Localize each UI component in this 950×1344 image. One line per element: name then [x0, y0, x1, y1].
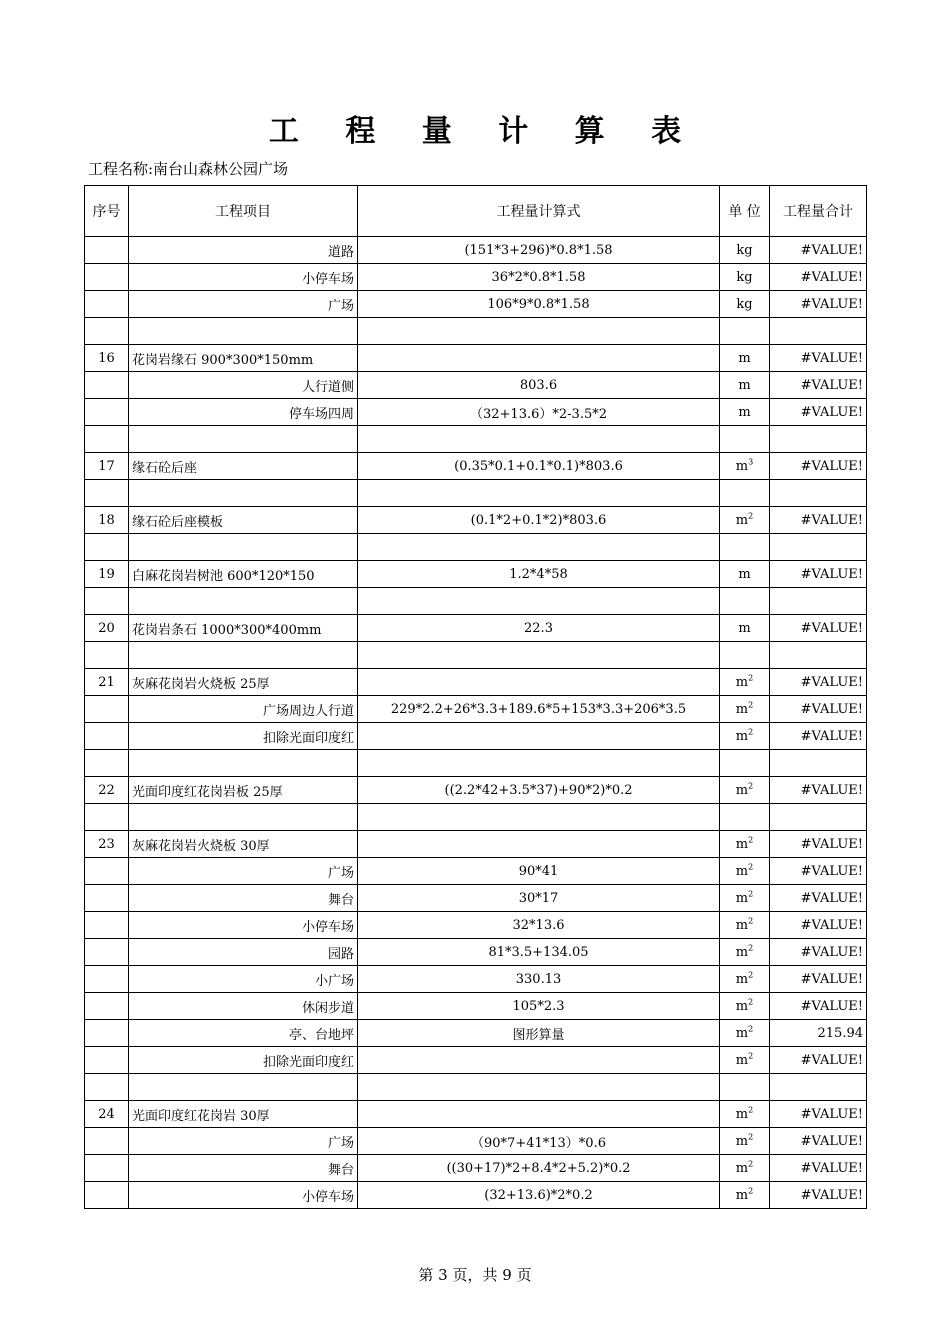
row-formula	[358, 642, 720, 669]
row-serial-no: 20	[85, 615, 129, 642]
table-row	[85, 507, 867, 534]
row-total	[770, 480, 867, 507]
row-formula: 图形算量	[358, 1020, 720, 1047]
table-row	[85, 858, 867, 885]
table-row	[85, 696, 867, 723]
unit-text: m	[735, 458, 749, 474]
table-row	[85, 534, 867, 561]
unit-text: m	[738, 404, 751, 420]
row-total: #VALUE!	[770, 912, 867, 939]
row-unit	[720, 723, 770, 750]
row-serial-no	[85, 939, 129, 966]
unit-text: m	[735, 701, 749, 717]
unit-text: m	[735, 917, 749, 933]
row-item: 花岗岩缘石 900*300*150mm	[129, 345, 358, 372]
unit-text: m	[735, 674, 749, 690]
row-item: 道路	[129, 237, 358, 264]
page-footer: 第 3 页，共 9 页	[418, 1266, 532, 1284]
unit-text: m	[735, 728, 749, 744]
row-unit	[720, 777, 770, 804]
row-unit	[720, 615, 770, 642]
row-item: 白麻花岗岩树池 600*120*150	[129, 561, 358, 588]
row-serial-no	[85, 858, 129, 885]
row-item	[129, 1074, 358, 1101]
table-body	[85, 237, 867, 1209]
row-unit	[720, 966, 770, 993]
row-total: #VALUE!	[770, 669, 867, 696]
table-row	[85, 453, 867, 480]
row-item: 舞台	[129, 1155, 358, 1182]
row-total: #VALUE!	[770, 1182, 867, 1209]
unit-exponent: 2	[748, 1051, 754, 1061]
unit-text: m	[735, 1133, 749, 1149]
row-serial-no	[85, 1020, 129, 1047]
row-item	[129, 642, 358, 669]
row-item: 亭、台地坪	[129, 1020, 358, 1047]
row-item: 园路	[129, 939, 358, 966]
row-unit	[720, 669, 770, 696]
header-serial-no: 序号	[85, 186, 129, 237]
row-unit	[720, 372, 770, 399]
row-formula: （32+13.6）*2-3.5*2	[358, 399, 720, 426]
row-serial-no	[85, 426, 129, 453]
row-unit	[720, 534, 770, 561]
row-serial-no: 16	[85, 345, 129, 372]
table-row	[85, 588, 867, 615]
row-serial-no	[85, 399, 129, 426]
row-unit	[720, 453, 770, 480]
row-formula: 36*2*0.8*1.58	[358, 264, 720, 291]
row-formula	[358, 480, 720, 507]
row-total: #VALUE!	[770, 993, 867, 1020]
row-total	[770, 588, 867, 615]
quantity-table	[84, 185, 867, 1209]
row-formula	[358, 1047, 720, 1074]
row-item: 停车场四周	[129, 399, 358, 426]
table-row	[85, 237, 867, 264]
row-unit	[720, 561, 770, 588]
row-unit	[720, 588, 770, 615]
table-row	[85, 912, 867, 939]
project-name: 工程名称:南台山森林公园广场	[88, 160, 289, 178]
row-item: 小停车场	[129, 264, 358, 291]
row-serial-no	[85, 372, 129, 399]
unit-text: m	[738, 350, 751, 366]
row-serial-no: 23	[85, 831, 129, 858]
row-serial-no	[85, 993, 129, 1020]
row-formula: (151*3+296)*0.8*1.58	[358, 237, 720, 264]
row-unit	[720, 642, 770, 669]
row-formula	[358, 669, 720, 696]
row-formula	[358, 723, 720, 750]
table-row	[85, 939, 867, 966]
table-row	[85, 1020, 867, 1047]
row-item: 广场	[129, 291, 358, 318]
row-formula	[358, 534, 720, 561]
row-formula: 22.3	[358, 615, 720, 642]
unit-text: m	[735, 1052, 749, 1068]
row-formula: ((2.2*42+3.5*37)+90*2)*0.2	[358, 777, 720, 804]
row-formula	[358, 588, 720, 615]
row-total	[770, 534, 867, 561]
row-serial-no	[85, 534, 129, 561]
row-serial-no	[85, 588, 129, 615]
row-total: #VALUE!	[770, 291, 867, 318]
row-serial-no	[85, 804, 129, 831]
unit-text: m	[738, 620, 751, 636]
header-formula: 工程量计算式	[358, 186, 720, 237]
row-serial-no	[85, 1128, 129, 1155]
row-total: #VALUE!	[770, 615, 867, 642]
unit-text: m	[735, 998, 749, 1014]
row-total: #VALUE!	[770, 1101, 867, 1128]
row-serial-no	[85, 264, 129, 291]
row-formula	[358, 1101, 720, 1128]
row-unit	[720, 750, 770, 777]
row-unit	[720, 885, 770, 912]
table-row	[85, 1101, 867, 1128]
row-unit	[720, 1020, 770, 1047]
row-unit	[720, 1074, 770, 1101]
row-total: #VALUE!	[770, 372, 867, 399]
row-item: 休闲步道	[129, 993, 358, 1020]
unit-exponent: 2	[748, 1024, 754, 1034]
row-serial-no	[85, 912, 129, 939]
table-row	[85, 1128, 867, 1155]
row-formula: 1.2*4*58	[358, 561, 720, 588]
header-total: 工程量合计	[770, 186, 867, 237]
table-row	[85, 1047, 867, 1074]
row-formula	[358, 750, 720, 777]
row-total	[770, 318, 867, 345]
table-row	[85, 318, 867, 345]
row-item: 缘石砼后座	[129, 453, 358, 480]
table-row	[85, 561, 867, 588]
row-formula	[358, 831, 720, 858]
unit-exponent: 2	[748, 727, 754, 737]
row-total: #VALUE!	[770, 885, 867, 912]
row-item: 灰麻花岗岩火烧板 30厚	[129, 831, 358, 858]
row-unit	[720, 318, 770, 345]
row-serial-no	[85, 291, 129, 318]
row-formula: (0.1*2+0.1*2)*803.6	[358, 507, 720, 534]
row-serial-no	[85, 642, 129, 669]
row-item: 舞台	[129, 885, 358, 912]
row-item	[129, 426, 358, 453]
unit-exponent: 2	[748, 1105, 754, 1115]
table-row	[85, 777, 867, 804]
row-unit	[720, 399, 770, 426]
row-formula: (32+13.6)*2*0.2	[358, 1182, 720, 1209]
unit-text: kg	[736, 296, 753, 312]
row-total: #VALUE!	[770, 696, 867, 723]
row-item	[129, 318, 358, 345]
row-total: #VALUE!	[770, 399, 867, 426]
unit-exponent: 2	[748, 916, 754, 926]
row-total: #VALUE!	[770, 966, 867, 993]
unit-exponent: 2	[748, 511, 754, 521]
row-total: #VALUE!	[770, 1155, 867, 1182]
row-formula: 106*9*0.8*1.58	[358, 291, 720, 318]
row-unit	[720, 993, 770, 1020]
unit-text: m	[735, 836, 749, 852]
row-unit	[720, 264, 770, 291]
row-formula: 803.6	[358, 372, 720, 399]
row-formula: 32*13.6	[358, 912, 720, 939]
row-item: 广场周边人行道	[129, 696, 358, 723]
row-item: 灰麻花岗岩火烧板 25厚	[129, 669, 358, 696]
row-total: #VALUE!	[770, 507, 867, 534]
row-item: 扣除光面印度红	[129, 723, 358, 750]
unit-exponent: 2	[748, 1159, 754, 1169]
row-item: 人行道侧	[129, 372, 358, 399]
row-item	[129, 588, 358, 615]
row-unit	[720, 237, 770, 264]
header-unit: 单 位	[720, 186, 770, 237]
row-formula: 81*3.5+134.05	[358, 939, 720, 966]
table-row	[85, 426, 867, 453]
row-total: #VALUE!	[770, 264, 867, 291]
unit-exponent: 2	[748, 835, 754, 845]
row-unit	[720, 939, 770, 966]
unit-exponent: 2	[748, 862, 754, 872]
row-unit	[720, 426, 770, 453]
row-total	[770, 426, 867, 453]
table-row	[85, 1182, 867, 1209]
row-formula	[358, 1074, 720, 1101]
row-serial-no	[85, 1074, 129, 1101]
unit-text: m	[735, 1106, 749, 1122]
row-serial-no: 22	[85, 777, 129, 804]
row-unit	[720, 804, 770, 831]
row-unit	[720, 291, 770, 318]
row-item: 小停车场	[129, 1182, 358, 1209]
table-row	[85, 264, 867, 291]
table-row	[85, 831, 867, 858]
row-unit	[720, 1128, 770, 1155]
row-serial-no	[85, 723, 129, 750]
row-formula: (0.35*0.1+0.1*0.1)*803.6	[358, 453, 720, 480]
row-serial-no: 18	[85, 507, 129, 534]
row-total	[770, 750, 867, 777]
row-unit	[720, 831, 770, 858]
table-row	[85, 642, 867, 669]
row-formula: 330.13	[358, 966, 720, 993]
unit-text: m	[735, 1160, 749, 1176]
unit-text: m	[735, 971, 749, 987]
unit-exponent: 2	[748, 700, 754, 710]
row-serial-no	[85, 237, 129, 264]
row-serial-no	[85, 1155, 129, 1182]
unit-text: m	[735, 1025, 749, 1041]
row-formula: （90*7+41*13）*0.6	[358, 1128, 720, 1155]
row-item	[129, 534, 358, 561]
row-total: #VALUE!	[770, 237, 867, 264]
table-header-row	[85, 186, 867, 237]
unit-text: kg	[736, 269, 753, 285]
table-row	[85, 615, 867, 642]
table-row	[85, 399, 867, 426]
unit-text: m	[735, 782, 749, 798]
row-serial-no	[85, 480, 129, 507]
table-row	[85, 750, 867, 777]
row-serial-no	[85, 966, 129, 993]
unit-exponent: 2	[748, 781, 754, 791]
row-item	[129, 480, 358, 507]
table-row	[85, 1074, 867, 1101]
row-unit	[720, 1182, 770, 1209]
unit-exponent: 2	[748, 997, 754, 1007]
row-total: #VALUE!	[770, 858, 867, 885]
row-unit	[720, 1155, 770, 1182]
row-serial-no: 17	[85, 453, 129, 480]
table-row	[85, 669, 867, 696]
unit-exponent: 2	[748, 1132, 754, 1142]
row-serial-no	[85, 750, 129, 777]
row-total: #VALUE!	[770, 1128, 867, 1155]
table-row	[85, 966, 867, 993]
unit-exponent: 2	[748, 889, 754, 899]
unit-text: m	[738, 566, 751, 582]
page-title: 工 程 量 计 算 表	[268, 114, 700, 149]
row-serial-no: 24	[85, 1101, 129, 1128]
row-serial-no: 21	[85, 669, 129, 696]
table-row	[85, 885, 867, 912]
unit-text: m	[735, 863, 749, 879]
row-formula	[358, 345, 720, 372]
row-total	[770, 1074, 867, 1101]
row-item: 缘石砼后座模板	[129, 507, 358, 534]
table-row	[85, 372, 867, 399]
unit-text: m	[735, 890, 749, 906]
unit-text: m	[735, 944, 749, 960]
row-total	[770, 804, 867, 831]
unit-text: kg	[736, 242, 753, 258]
table-row	[85, 345, 867, 372]
row-unit	[720, 696, 770, 723]
row-unit	[720, 345, 770, 372]
table-row	[85, 1155, 867, 1182]
row-total	[770, 642, 867, 669]
row-item: 广场	[129, 1128, 358, 1155]
row-item: 光面印度红花岗岩板 25厚	[129, 777, 358, 804]
unit-exponent: 3	[748, 457, 754, 467]
row-unit	[720, 480, 770, 507]
row-total: #VALUE!	[770, 453, 867, 480]
row-total: #VALUE!	[770, 831, 867, 858]
table-row	[85, 993, 867, 1020]
row-unit	[720, 912, 770, 939]
unit-exponent: 2	[748, 943, 754, 953]
row-item: 小广场	[129, 966, 358, 993]
unit-text: m	[738, 377, 751, 393]
row-formula: 90*41	[358, 858, 720, 885]
row-serial-no	[85, 318, 129, 345]
unit-exponent: 2	[748, 673, 754, 683]
row-unit	[720, 1101, 770, 1128]
row-total: #VALUE!	[770, 723, 867, 750]
row-formula	[358, 426, 720, 453]
row-total: #VALUE!	[770, 1047, 867, 1074]
row-unit	[720, 858, 770, 885]
row-serial-no	[85, 885, 129, 912]
row-serial-no	[85, 696, 129, 723]
row-item: 小停车场	[129, 912, 358, 939]
row-item: 扣除光面印度红	[129, 1047, 358, 1074]
row-item: 广场	[129, 858, 358, 885]
row-unit	[720, 507, 770, 534]
row-total: #VALUE!	[770, 561, 867, 588]
row-formula: 105*2.3	[358, 993, 720, 1020]
row-formula: ((30+17)*2+8.4*2+5.2)*0.2	[358, 1155, 720, 1182]
row-total: #VALUE!	[770, 777, 867, 804]
table-row	[85, 723, 867, 750]
row-item: 光面印度红花岗岩 30厚	[129, 1101, 358, 1128]
row-item	[129, 804, 358, 831]
row-total: #VALUE!	[770, 939, 867, 966]
row-formula: 229*2.2+26*3.3+189.6*5+153*3.3+206*3.5	[358, 696, 720, 723]
row-item	[129, 750, 358, 777]
row-unit	[720, 1047, 770, 1074]
row-total: 215.94	[770, 1020, 867, 1047]
row-serial-no	[85, 1182, 129, 1209]
row-formula: 30*17	[358, 885, 720, 912]
row-serial-no: 19	[85, 561, 129, 588]
table-row	[85, 291, 867, 318]
row-formula	[358, 804, 720, 831]
row-serial-no	[85, 1047, 129, 1074]
unit-text: m	[735, 1187, 749, 1203]
unit-exponent: 2	[748, 1186, 754, 1196]
header-item: 工程项目	[129, 186, 358, 237]
table-row	[85, 804, 867, 831]
unit-text: m	[735, 512, 749, 528]
row-total: #VALUE!	[770, 345, 867, 372]
table-row	[85, 480, 867, 507]
row-item: 花岗岩条石 1000*300*400mm	[129, 615, 358, 642]
unit-exponent: 2	[748, 970, 754, 980]
row-formula	[358, 318, 720, 345]
